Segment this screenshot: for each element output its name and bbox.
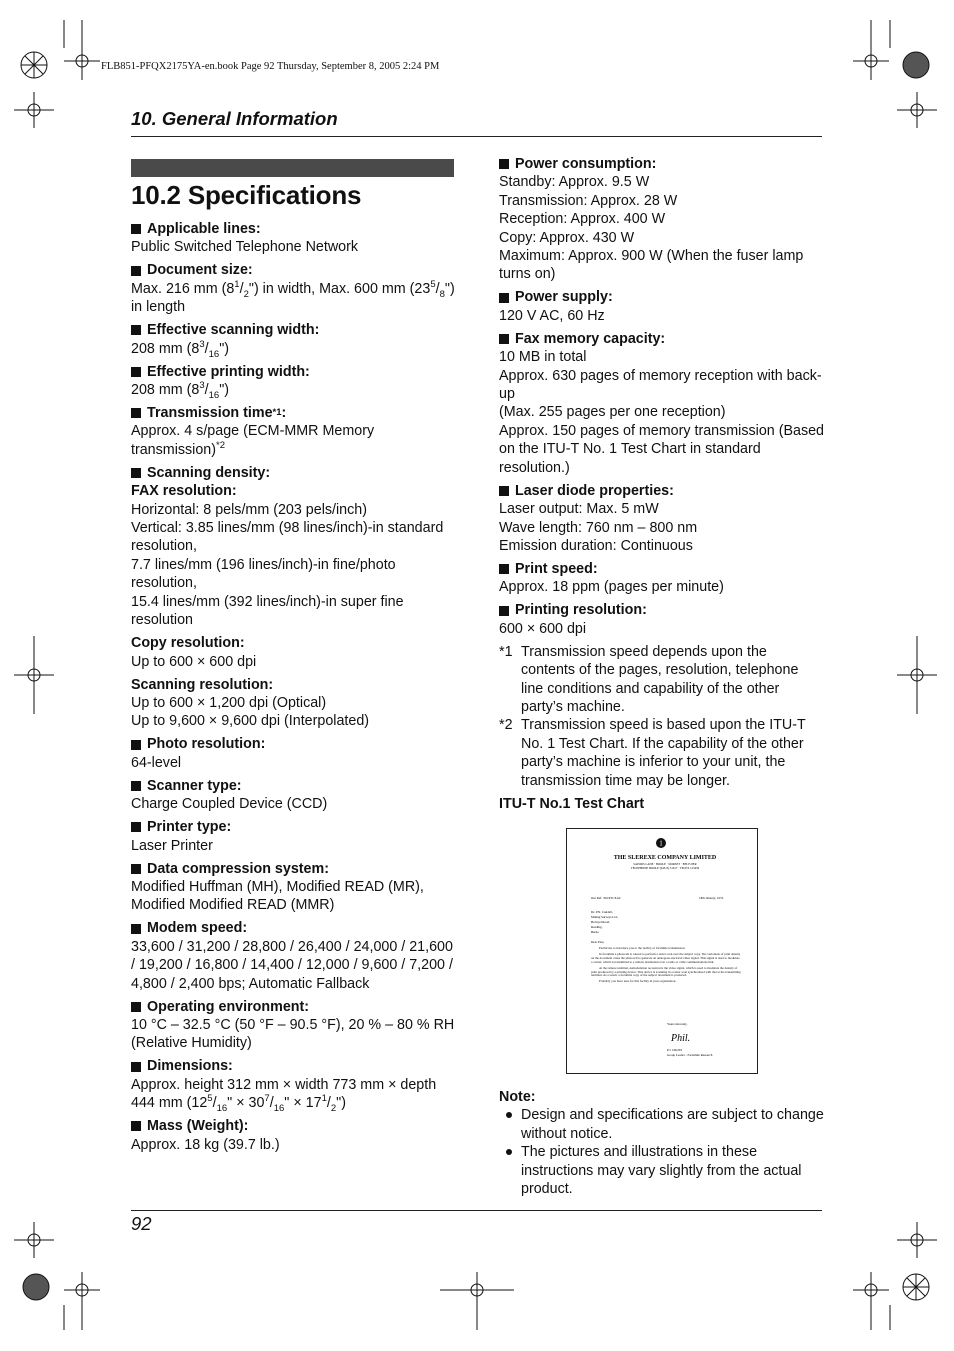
registration-rosette-bl xyxy=(23,1274,49,1300)
square-bullet-icon xyxy=(499,606,509,616)
spec-modem-speed: Modem speed: 33,600 / 31,200 / 28,800 / 26,400 / 24,000 / 21,600 / 19,200 / 16,800 / 14,400 / 12,000 / 9,600 / 7,200 / 4,800 / 2,400 bps; Automatic Fallback xyxy=(131,920,453,992)
registration-rosette-tl xyxy=(21,52,47,78)
section-title-bar xyxy=(131,159,454,177)
square-bullet-icon xyxy=(499,564,509,574)
svg-text:Holroyd Road,: Holroyd Road, xyxy=(591,920,610,924)
crosshair-right-top xyxy=(897,92,937,128)
spec-power-consumption: Power consumption: Standby: Approx. 9.5 W Transmission: Approx. 28 W Reception: Approx. 400 W Copy: Approx. 430 W Maximum: Approx. 900 W (When the fuser lamp turns on) xyxy=(499,156,804,283)
header-rule xyxy=(131,136,822,137)
crosshair-bottom-left xyxy=(64,1272,100,1330)
test-chart-heading: ITU-T No.1 Test Chart xyxy=(499,795,645,812)
square-bullet-icon xyxy=(131,1121,141,1131)
spec-fax-memory: Fax memory capacity: 10 MB in total Approx. 630 pages of memory reception with back-up (Max. 255 pages per one reception) Approx. 150 pages of memory transmission (Based on the ITU-T No. 1 Test Chart in standard resolution.) xyxy=(499,330,825,476)
square-bullet-icon xyxy=(131,408,141,418)
copy-resolution-heading: Copy resolution: xyxy=(131,635,245,652)
spec-dimensions: Dimensions: Approx. height 312 mm × width 773 mm × depth 444 mm ($12^5/_{16}$" × $30^7/_{16}$" × $17^1/_2$") xyxy=(131,1058,437,1115)
chart-signature: Phil. xyxy=(671,1033,691,1044)
spec-photo-resolution: Photo resolution: 64-level xyxy=(131,736,266,771)
spec-laser-diode: Laser diode properties: Laser output: Max. 5 mW Wave length: 760 nm – 800 nm Emission duration: Continuous xyxy=(499,482,698,554)
spec-data-compression: Data compression system: Modified Huffman (MH), Modified READ (MR), Modified Modified READ (MMR) xyxy=(131,860,424,914)
spec-mass: Mass (Weight): Approx. 18 kg (39.7 lb.) xyxy=(131,1118,280,1153)
spec-document-size: Document size: Max. 216 mm $(8^1/_2")$ in width, Max. 600 mm $(23^5/_8")$ in length xyxy=(131,262,455,316)
square-bullet-icon xyxy=(131,468,141,478)
note-item: The pictures and illustrations in these instructions may vary slightly from the actual product. xyxy=(499,1143,824,1198)
square-bullet-icon xyxy=(499,334,509,344)
spec-power-supply: Power supply: 120 V AC, 60 Hz xyxy=(499,289,613,324)
bullet-icon xyxy=(506,1149,512,1155)
right-column xyxy=(499,155,824,813)
square-bullet-icon xyxy=(131,740,141,750)
chart-paragraph: In facsimile a photocell is caused to perform a raster scan over the subject copy. The variations of print density on the document cause the photocell to generate an analogous electrical video signal. This signal is used to modulate a carrier, which is transmitted to a remote destination over a radio or cable communications link. xyxy=(591,951,741,964)
svg-text:Mining Surveys Ltd.,: Mining Surveys Ltd., xyxy=(591,915,619,919)
chart-company: THE SLEREXE COMPANY LIMITED xyxy=(613,855,717,861)
footnote-2: *2 Transmission speed is based upon the ITU-T No. 1 Test Chart. If the capability of the other party’s machine is inferior to your unit, the transmission time may be longer. xyxy=(499,717,806,789)
crosshair-left-bottom xyxy=(14,1222,54,1258)
crosshair-right-bottom xyxy=(897,1222,937,1258)
chart-salutation: Dear Pete, xyxy=(591,940,605,944)
spec-transmission-time: Transmission time *1 : Approx. 4 s/page (ECM-MMR Memory transmission)$^{*2}$ xyxy=(131,405,375,458)
chart-number: 1 xyxy=(659,839,663,848)
note-heading: Note: xyxy=(499,1089,536,1105)
registration-rosette-br xyxy=(903,1274,929,1300)
chapter-heading: 10. General Information xyxy=(131,108,338,129)
square-bullet-icon xyxy=(131,864,141,874)
crosshair-top-left xyxy=(64,20,100,80)
chart-address-1: SAPORS LANE · BOOLE · DORSET · BH 25 8ER xyxy=(633,862,697,866)
square-bullet-icon xyxy=(131,1002,141,1012)
book-file-line: FLB851-PFQX2175YA-en.book Page 92 Thursday, September 8, 2005 2:24 PM xyxy=(101,61,440,72)
square-bullet-icon xyxy=(131,822,141,832)
spec-operating-environment: Operating environment: 10 °C – 32.5 °C (50 °F – 90.5 °F), 20 % – 80 % RH (Relative Humidity) xyxy=(131,998,455,1052)
square-bullet-icon xyxy=(131,781,141,791)
crosshair-bottom-center xyxy=(440,1272,514,1330)
spec-effective-scanning-width: Effective scanning width: 208 mm $(8^3/_{16}")$ xyxy=(131,322,320,360)
chart-paragraph: Probably you have uses for this facility in your organisation. xyxy=(599,979,677,984)
crosshair-bottom-right xyxy=(853,1272,889,1330)
registration-rosette-tl-rays xyxy=(21,52,47,78)
crosshair-left-mid xyxy=(14,636,54,714)
chart-address-2: TELEPHONE BOOLE (94513) 51617 · TELEX 123456 xyxy=(630,866,700,870)
note-section xyxy=(499,1088,824,1198)
left-column xyxy=(131,220,456,1159)
spec-print-speed: Print speed: Approx. 18 ppm (pages per minute) xyxy=(499,560,724,596)
crosshair-left-top xyxy=(14,92,54,128)
spec-printer-type: Printer type: Laser Printer xyxy=(131,819,232,854)
page-number: 92 xyxy=(131,1213,152,1234)
spec-scanner-type: Scanner type: Charge Coupled Device (CCD) xyxy=(131,777,328,813)
spec-applicable-lines: Applicable lines: Public Switched Telephone Network xyxy=(131,221,359,256)
svg-text:Reading,: Reading, xyxy=(591,925,603,929)
square-bullet-icon xyxy=(499,486,509,496)
fax-resolution-heading: FAX resolution: xyxy=(131,483,237,500)
spec-effective-printing-width: Effective printing width: 208 mm $(8^3/_{16}")$ xyxy=(131,363,310,401)
scanning-resolution-heading: Scanning resolution: xyxy=(131,676,274,693)
footnote-1: *1 Transmission speed depends upon the contents of the pages, resolution, telephone line conditions and capability of the other party’s machine. xyxy=(499,643,799,715)
section-title: 10.2 Specifications xyxy=(131,180,362,210)
registration-rosette-tr xyxy=(903,52,929,78)
spec-scanning-density: Scanning density: FAX resolution: Horizontal: 8 pels/mm (203 pels/inch) Vertical: 3.85 lines/mm (98 lines/inch)-in standard resolution, 7.7 lines/mm (196 lines/inch)-in fine/photo resolution, 15.4 lines/mm (392 lines/inch)-in super fine resolution Copy resolution: Up to 600 × 600 dpi Scanning resolution: Up to 600 × 1,200 dpi (Optical) Up to 9,600 × 9,600 dpi (Interpolated) xyxy=(131,464,456,731)
spec-printing-resolution: Printing resolution: 600 × 600 dpi xyxy=(499,602,647,637)
square-bullet-icon xyxy=(131,325,141,335)
square-bullet-icon xyxy=(499,159,509,169)
chart-signer-title: Group Leader - Facsimile Research xyxy=(667,1053,713,1057)
chart-signer: P.J. CROSS xyxy=(667,1048,683,1052)
chart-paragraph: At the remote terminal, demodulation reconstructs the video signal, which is used to modulate the density of print produced by a printing device. This device is scanning in a raster scan synchronised with that at the transmitting terminal. As a result, a facsimile copy of the subject document is produced. xyxy=(591,965,741,978)
chart-date: 18th January, 1972. xyxy=(699,896,724,900)
square-bullet-icon xyxy=(499,293,509,303)
crosshair-top-right xyxy=(853,20,889,80)
note-item: Design and specifications are subject to change without notice. xyxy=(499,1106,824,1143)
chart-paragraph: Permit me to introduce you to the facility of facsimile transmission. xyxy=(599,947,686,950)
svg-text:Dr. P.N. Cundall,: Dr. P.N. Cundall, xyxy=(591,910,613,914)
footer-rule xyxy=(131,1210,822,1211)
chart-ref: Our Ref. 350/PJC/EAC xyxy=(591,896,622,900)
itu-test-chart-image xyxy=(566,828,758,1074)
square-bullet-icon xyxy=(131,224,141,234)
square-bullet-icon xyxy=(131,1062,141,1072)
crosshair-right-mid xyxy=(897,636,937,714)
square-bullet-icon xyxy=(131,367,141,377)
test-chart-letter xyxy=(567,829,757,1073)
chart-closing: Yours sincerely, xyxy=(667,1022,688,1026)
bullet-icon xyxy=(506,1112,512,1118)
square-bullet-icon xyxy=(131,266,141,276)
svg-text:Berks.: Berks. xyxy=(591,930,600,934)
square-bullet-icon xyxy=(131,924,141,934)
